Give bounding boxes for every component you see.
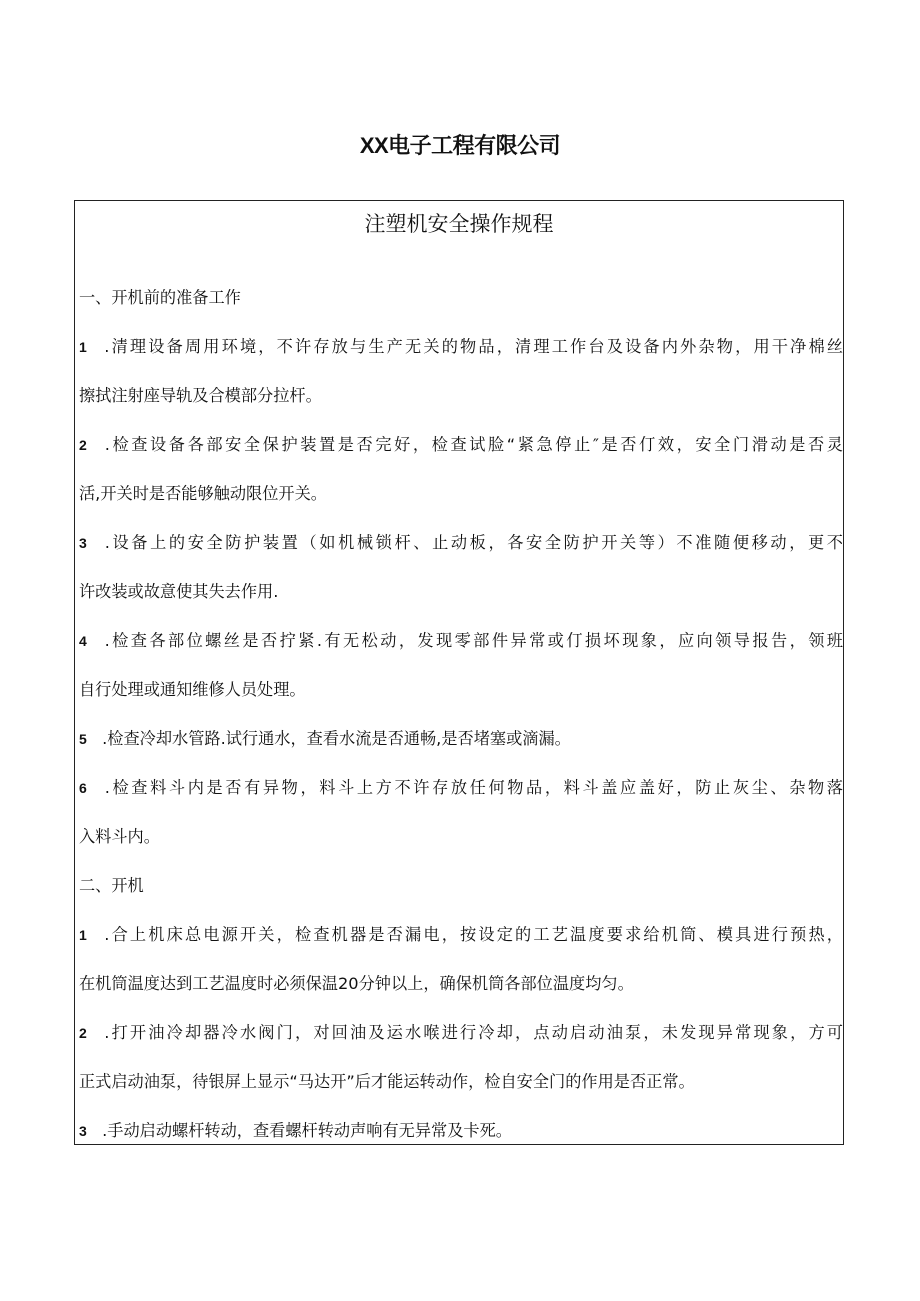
list-item [79,629,843,702]
item-line: 活,开关时是否能够触动限位开关。 [79,484,327,503]
item-line: 自行处理或通知维修人员处理。 [79,680,306,699]
item-text: .检查设备各部安全保护装置是否完好，检查试脸“紧急停止″是否仃效，安全门滑动是否灵 [97,435,843,454]
item-line [79,923,843,947]
item-text: .清理设备周用环境，不许存放与生产无关的物品，清理工作台及设备内外杂物，用干净棉丝 [97,337,843,356]
list-item [79,433,843,506]
item-text: .检查冷却水管路.试行通水，查看水流是否通畅,是否堵塞或滴漏。 [97,729,571,748]
item-line [79,531,843,555]
item-number: 4 [79,633,87,649]
item-line: 入料斗内。 [79,827,160,846]
item-line: 擦拭注射座导轨及合模部分拉杆。 [79,386,322,405]
list-item [79,727,843,751]
item-line [79,1119,843,1143]
item-line: 在机筒温度达到工艺温度时必须保温20分钟以上，确保机筒各部位温度均匀。 [79,974,634,993]
list-item [79,923,843,996]
item-text: .打开油冷却器冷水阀门，对回油及运水喉进行冷却，点动启动油泵，未发现异常现象，方可 [97,1023,843,1042]
item-number: 1 [79,339,87,355]
section-heading: 二、开机 [79,876,144,895]
item-number: 5 [79,731,87,747]
company-name: XX电子工程有限公司 [359,133,561,158]
item-text: .设备上的安全防护装置（如机械锁杆、止动板，各安全防护开关等）不准随便移动，更不 [97,533,843,552]
item-number: 2 [79,437,87,453]
item-line: 许改装或故意使其失去作用. [79,582,279,601]
item-number: 3 [79,535,87,551]
item-text: .合上机床总电源开关，检查机器是否漏电，按设定的工艺温度要求给机筒、模具进行预热， [97,925,843,944]
document-body [79,286,843,1168]
list-item [79,531,843,604]
item-text: .检查各部位螺丝是否拧紧.有无松动，发现零部件异常或仃损坏现象，应向领导报告，领班 [97,631,843,650]
item-number: 1 [79,927,87,943]
list-item [79,1119,843,1143]
section-heading: 一、开机前的准备工作 [79,288,241,307]
list-item [79,335,843,408]
item-number: 2 [79,1025,87,1041]
item-text: .手动启动螺杆转动，查看螺杆转动声响有无异常及卡死。 [97,1121,512,1140]
item-line [79,335,843,359]
item-number: 6 [79,780,87,796]
list-item [79,776,843,849]
document-frame [74,200,844,1145]
list-item [79,1021,843,1094]
item-text: .检查料斗内是否有异物，料斗上方不许存放任何物品，料斗盖应盖好，防止灰尘、杂物落 [97,778,843,797]
item-line [79,727,843,751]
item-line [79,629,843,653]
item-number: 3 [79,1123,87,1139]
document-title: 注塑机安全操作规程 [364,212,554,236]
item-line [79,433,843,457]
item-line: 正式启动油泵，待银屏上显示“马达开”后才能运转动作，检自安全门的作用是否正常。 [79,1072,695,1091]
item-line [79,1021,843,1045]
item-line [79,776,843,800]
